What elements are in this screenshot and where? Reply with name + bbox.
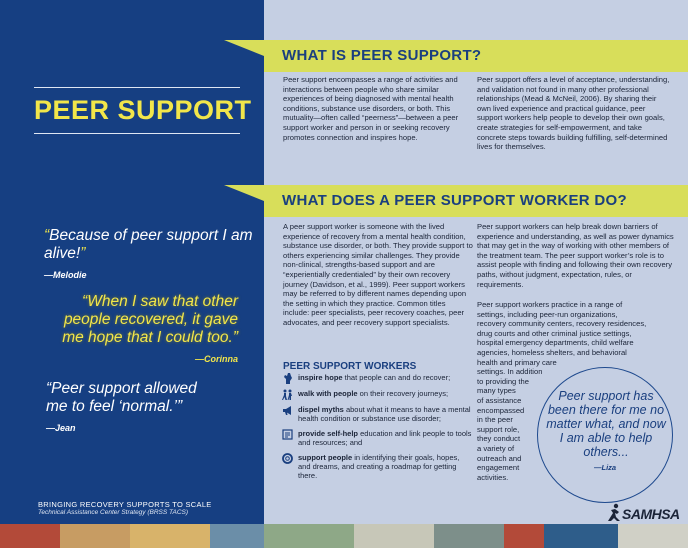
list-item xyxy=(282,389,472,400)
quote-author: —Melodie xyxy=(44,270,87,280)
raised-fist-icon xyxy=(282,373,293,384)
stripe-segment xyxy=(504,524,544,548)
samhsa-wordmark: SAMHSA xyxy=(622,506,680,522)
stripe-segment xyxy=(434,524,504,548)
quote-jean xyxy=(46,380,221,437)
stripe-segment xyxy=(544,524,618,548)
list-item xyxy=(282,429,472,448)
quote-mark: “ xyxy=(46,380,52,397)
stripe-segment xyxy=(210,524,264,548)
text-line: health and primary care xyxy=(477,357,557,367)
section2-col2a: Peer support workers can help break down barriers of experience and understanding, as well as power dynamics that may get in the way of working with other members of the treatment team. The peer support worker’s role is to assist people with finding and following their own recovery paths, without judgment, expectation, rules, or requirements. xyxy=(477,222,674,289)
quote-mark: ” xyxy=(176,398,183,415)
item-text: about what it means to have a mental health condition or substance use disorder; xyxy=(298,405,471,424)
lifebuoy-icon xyxy=(282,453,293,464)
text-line: encompassed xyxy=(477,405,525,415)
title-bottom-rule xyxy=(34,133,240,134)
testimonial-circle xyxy=(537,367,673,503)
text-line: they conduct xyxy=(477,434,521,444)
item-bold: support people xyxy=(298,452,353,462)
stripe-segment xyxy=(130,524,210,548)
walking-people-icon xyxy=(282,389,293,400)
program-subtitle: Technical Assistance Center Strategy (BRSS TACS) xyxy=(38,509,189,516)
stripe-segment xyxy=(264,524,354,548)
item-bold: dispel myths xyxy=(298,405,344,414)
testimonial-text: Peer support has been there for me no matter what, and now I am able to help others... xyxy=(546,389,666,459)
megaphone-icon xyxy=(282,405,293,416)
text-line: many types xyxy=(477,386,516,396)
section1-col2: Peer support offers a level of acceptance, understanding, and validation not found in many other professional relationships (Mead & McNeil, 2006). By sharing their own lived experience and practical guidance, peer support workers help people to develop their own goals, create strategies for self-empowerment, and take concrete steps towards building fulfilling, self-determined lives for themselves. xyxy=(477,75,670,152)
text-line: hospital emergency departments, child welfare xyxy=(477,338,634,348)
list-item xyxy=(282,373,472,384)
item-bold: inspire hope xyxy=(298,373,343,382)
text-line: in the peer xyxy=(477,415,513,425)
text-line: to providing the xyxy=(477,376,529,386)
item-text: education and link people to tools and resources; and xyxy=(298,428,472,448)
quote-mark: ” xyxy=(80,245,86,262)
section1-col1: Peer support encompasses a range of activities and interactions between people who share similar experiences of being diagnosed with mental health conditions, substance use disorders, or both. This mutuality—often called “peerness”—between a peer support worker and person in or seeking recovery promotes connection and inspires hope. xyxy=(283,75,459,142)
section-heading: WHAT IS PEER SUPPORT? xyxy=(282,47,482,64)
text-line: drug courts and other criminal justice settings, xyxy=(477,328,632,338)
section-banner-what-does xyxy=(224,185,688,217)
left-panel xyxy=(0,0,264,524)
item-text: that people can and do recover; xyxy=(342,373,451,382)
decorative-stripe xyxy=(0,524,688,548)
text-line: recovery community centers, recovery residences, xyxy=(477,319,647,329)
text-line: agencies, homeless shelters, and behavioral xyxy=(477,347,627,357)
text-line: support role, xyxy=(477,424,520,434)
item-bold: walk with people xyxy=(298,389,358,398)
samhsa-figure-icon xyxy=(606,503,622,523)
quote-mark: “ xyxy=(82,293,88,310)
self-help-book-icon xyxy=(282,429,293,440)
list-item xyxy=(282,405,472,424)
quote-mark: ” xyxy=(232,329,238,346)
stripe-segment xyxy=(618,524,688,548)
program-name: BRINGING RECOVERY SUPPORTS TO SCALE xyxy=(38,500,212,509)
title-top-rule xyxy=(34,87,240,88)
text-line: a variety of xyxy=(477,443,515,453)
text-line: outreach and xyxy=(477,453,522,463)
section-banner-what-is xyxy=(224,40,688,72)
page-title: PEER SUPPORT xyxy=(34,95,252,125)
text-line: engagement xyxy=(477,463,520,473)
text-line: settings, including peer-run organizations, xyxy=(477,309,618,319)
stripe-segment xyxy=(60,524,130,548)
stripe-segment xyxy=(354,524,434,548)
text-line: Peer support workers practice in a range of xyxy=(477,300,623,309)
workers-list xyxy=(282,373,472,486)
quote-author: —Corinna xyxy=(194,354,238,364)
list-item xyxy=(282,453,472,481)
samhsa-logo xyxy=(606,502,682,524)
quote-text: Because of peer support I am alive! xyxy=(44,227,253,262)
quote-corinna xyxy=(50,293,238,368)
testimonial-author: —Liza xyxy=(594,463,617,472)
section-heading: WHAT DOES A PEER SUPPORT WORKER DO? xyxy=(282,192,627,209)
text-line: settings. In addition xyxy=(477,367,543,377)
item-text: in identifying their goals, hopes, and dreams, and creating a roadmap for getting there. xyxy=(298,452,460,481)
program-footer xyxy=(38,500,258,516)
stripe-segment xyxy=(0,524,60,548)
item-text: on their recovery journeys; xyxy=(357,389,449,398)
quote-author: —Jean xyxy=(46,423,76,433)
quote-text: Peer support allowed me to feel ‘normal.’ xyxy=(46,380,197,415)
quote-mark: “ xyxy=(44,227,50,244)
quote-melodie xyxy=(44,227,259,284)
quote-text: When I saw that other people recovered, it gave me hope that I could too. xyxy=(62,293,238,346)
text-line: activities. xyxy=(477,472,509,482)
workers-heading: PEER SUPPORT WORKERS xyxy=(283,361,417,372)
item-bold: provide self-help xyxy=(298,428,359,438)
section2-col1: A peer support worker is someone with the lived experience of recovery from a mental health condition, substance use disorder, or both. They provide support to others experiencing similar challenges. They provide non-clinical, strengths-based support and are “experientially credentialed” by their own recovery journey (Davidson, et al., 1999). Peer support workers may be referred to by different names depending upon the setting in which they practice. Common titles include: peer specialists, peer recovery coaches, peer advocates, and peer recovery support specialists. xyxy=(283,222,473,327)
text-line: of assistance xyxy=(477,395,522,405)
